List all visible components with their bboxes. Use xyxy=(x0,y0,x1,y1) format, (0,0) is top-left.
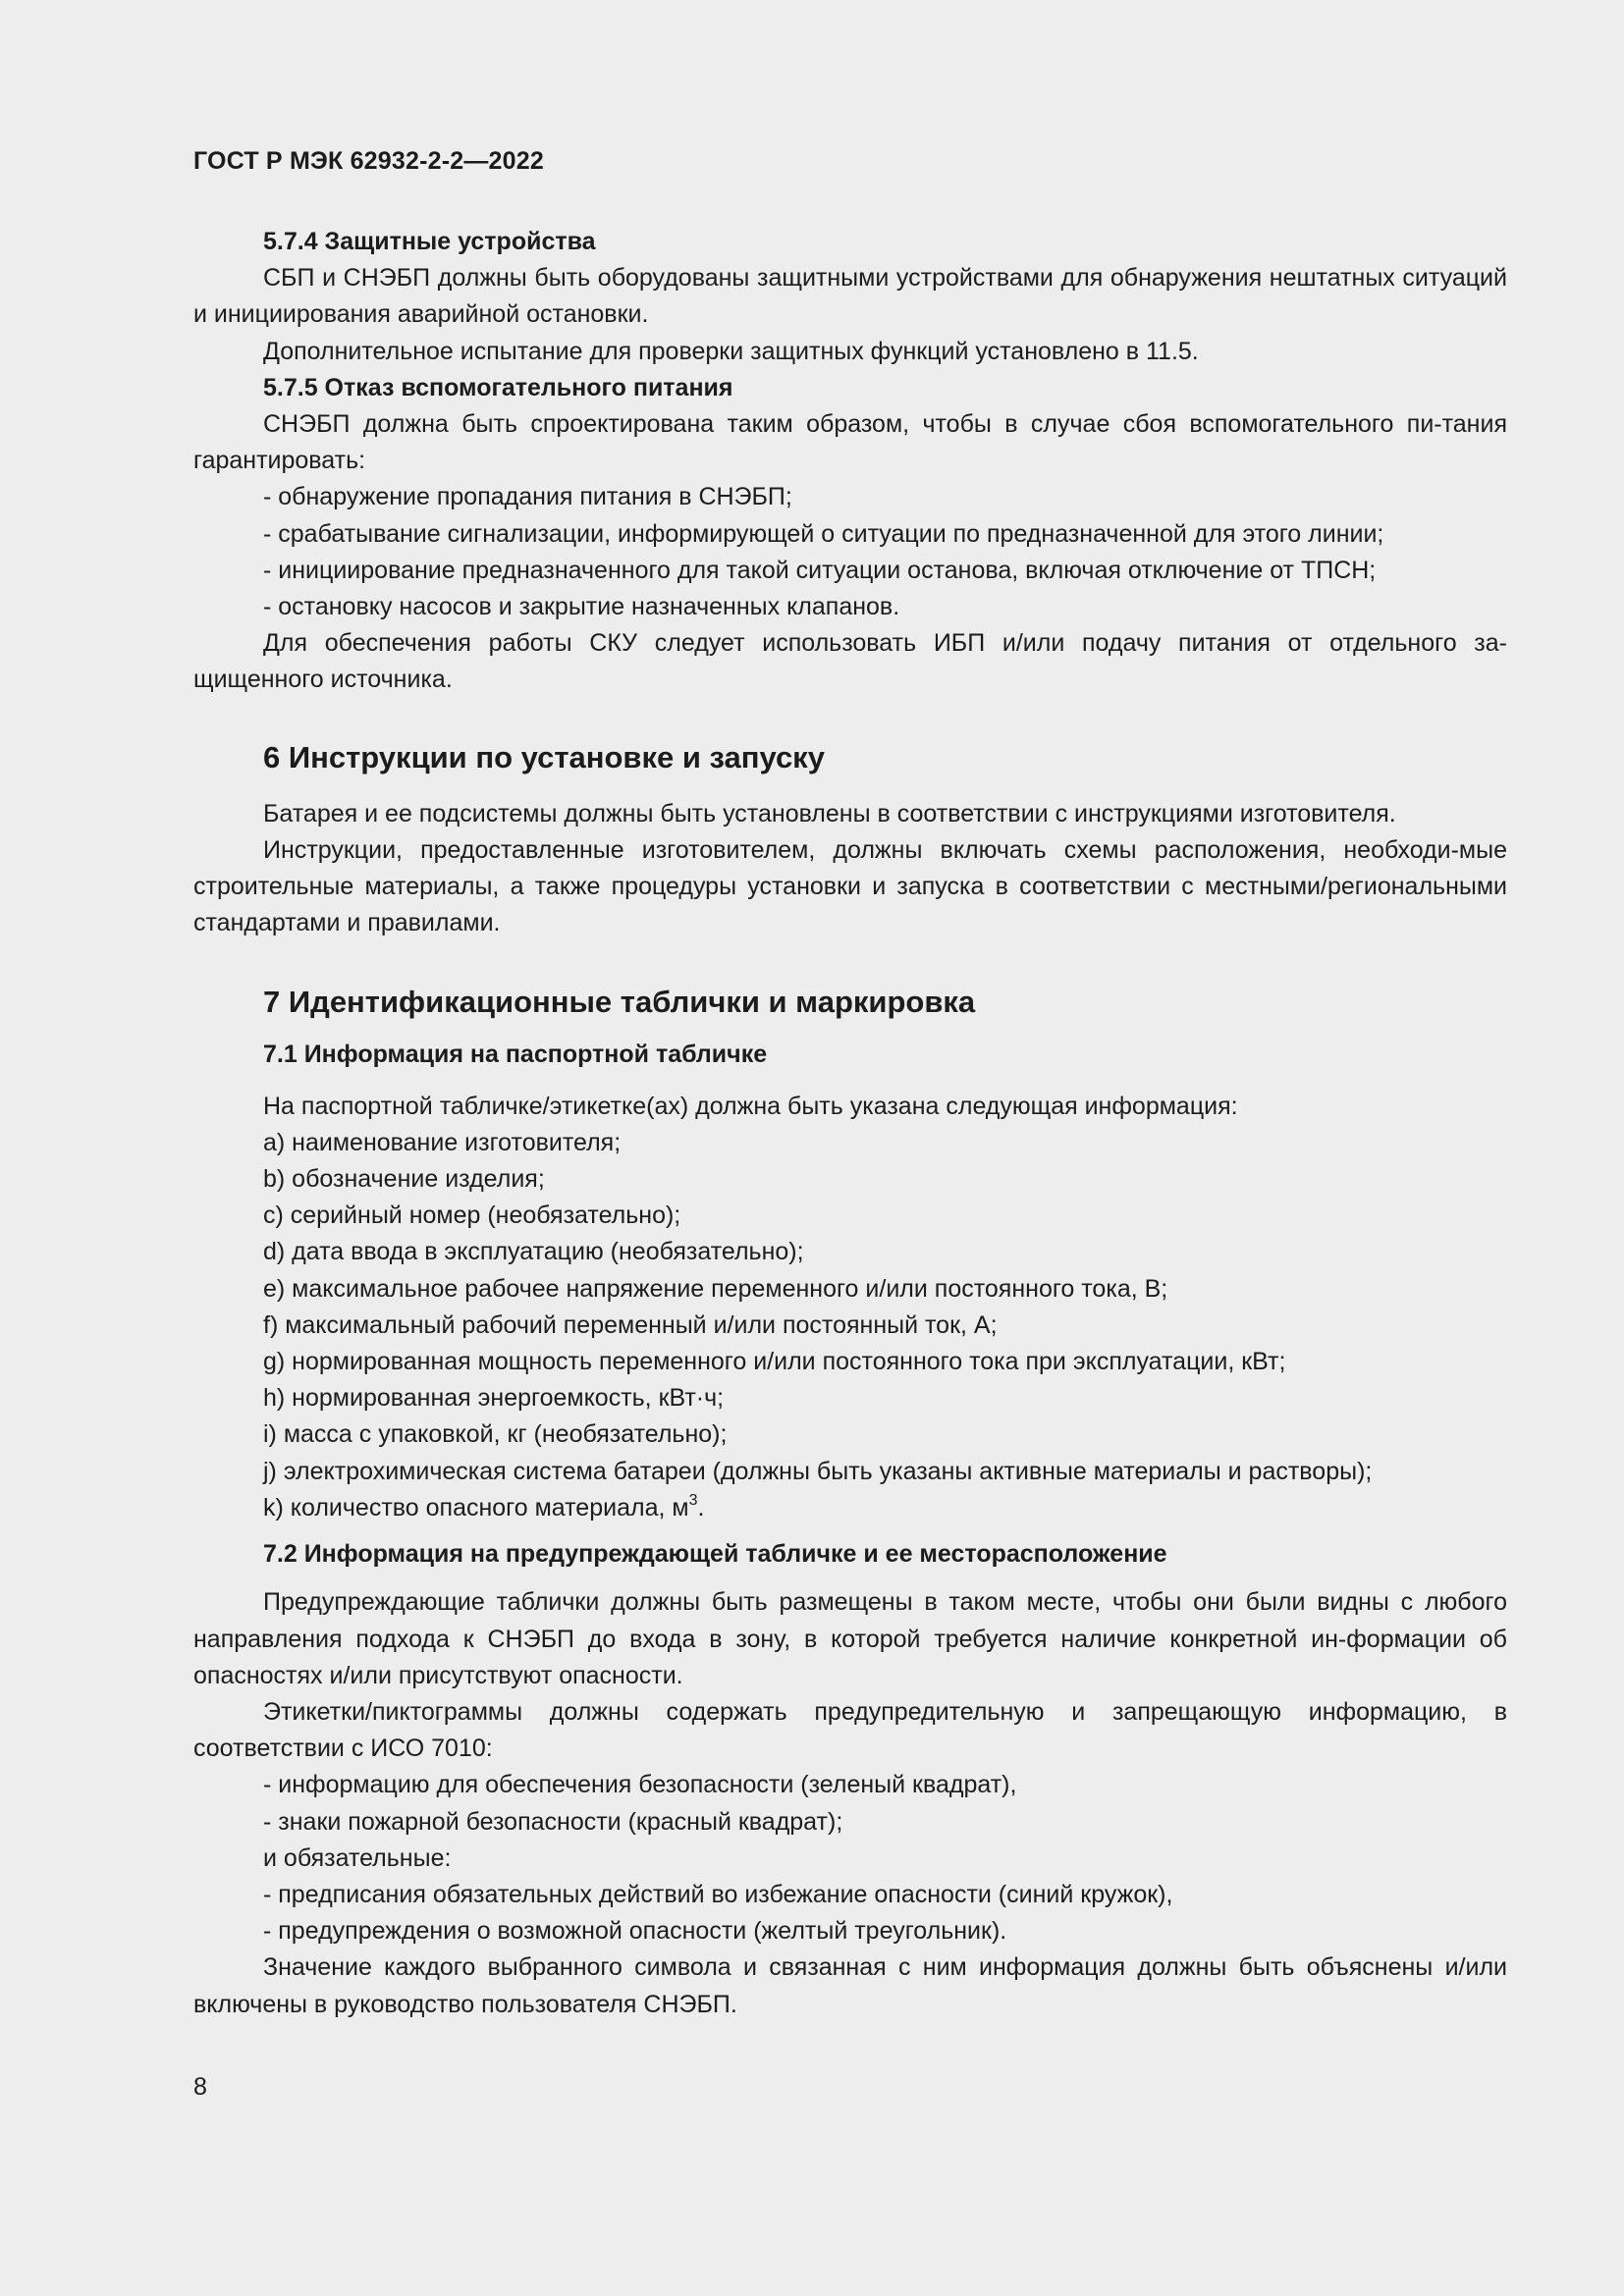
paragraph: Предупреждающие таблички должны быть размещены в таком месте, чтобы они были видны с любого направления подхода к СНЭБП до входа в зону, в которой требуется наличие конкретной ин-формации об опасностях и/или присутствуют опасности. xyxy=(193,1588,1507,1689)
document-body xyxy=(193,224,1507,2023)
list-item: - срабатывание сигнализации, информирующей о ситуации по предназначенной для этого линии; xyxy=(263,519,1384,548)
subsection-title-7-2: 7.2 Информация на предупреждающей табличке и ее месторасположение xyxy=(263,1540,1167,1569)
list-item: - остановку насосов и закрытие назначенных клапанов. xyxy=(263,593,900,621)
list-item: - знаки пожарной безопасности (красный квадрат); xyxy=(263,1807,843,1836)
list-item: - предупреждения о возможной опасности (желтый треугольник). xyxy=(263,1917,1007,1946)
list-item-text: k) количество опасного материала, м xyxy=(263,1493,689,1522)
paragraph: Батарея и ее подсистемы должны быть установлены в соответствии с инструкциями изготовителя. xyxy=(263,799,1396,828)
subsection-title-7-1: 7.1 Информация на паспортной табличке xyxy=(263,1041,768,1069)
list-item: g) нормированная мощность переменного и/или постоянного тока при эксплуатации, кВт; xyxy=(263,1348,1286,1376)
list-item: e) максимальное рабочее напряжение переменного и/или постоянного тока, В; xyxy=(263,1274,1168,1303)
list-item: a) наименование изготовителя; xyxy=(263,1128,622,1156)
list-item: h) нормированная энергоемкость, кВт·ч; xyxy=(263,1384,725,1413)
list-item: d) дата ввода в эксплуатацию (необязательно); xyxy=(263,1238,804,1266)
list-item: f) максимальный рабочий переменный и/или постоянный ток, А; xyxy=(263,1310,998,1339)
list-item: j) электрохимическая система батареи (должны быть указаны активные материалы и растворы); xyxy=(263,1457,1373,1485)
document-header: ГОСТ Р МЭК 62932-2-2—2022 xyxy=(193,147,544,175)
paragraph: СБП и СНЭБП должны быть оборудованы защитными устройствами для обнаружения нештатных ситуаций и инициирования аварийной остановки. xyxy=(193,264,1507,329)
paragraph: На паспортной табличке/этикетке(ах) должна быть указана следующая информация: xyxy=(263,1092,1238,1120)
list-item: c) серийный номер (необязательно); xyxy=(263,1201,681,1230)
paragraph: Для обеспечения работы СКУ следует использовать ИБП и/или подачу питания от отдельного за-щищенного источника. xyxy=(193,629,1507,694)
list-item: b) обозначение изделия; xyxy=(263,1165,545,1194)
superscript: 3 xyxy=(688,1491,698,1509)
subsection-title-5-7-5: 5.7.5 Отказ вспомогательного питания xyxy=(263,373,733,401)
list-item xyxy=(193,1490,1507,1526)
paragraph: Дополнительное испытание для проверки защитных функций установлено в 11.5. xyxy=(263,337,1199,365)
list-item: - информацию для обеспечения безопасности (зеленый квадрат), xyxy=(263,1771,1017,1799)
section-title-7: 7 Идентификационные таблички и маркировка xyxy=(263,985,976,1020)
subsection-title-5-7-4: 5.7.4 Защитные устройства xyxy=(263,228,596,255)
page-number: 8 xyxy=(193,2073,207,2101)
list-item-end: . xyxy=(697,1493,705,1522)
list-item: и обязательные: xyxy=(263,1843,452,1872)
section-title-6: 6 Инструкции по установке и запуску xyxy=(263,739,825,774)
list-item: - обнаружение пропадания питания в СНЭБП; xyxy=(263,483,792,511)
list-item: - инициирование предназначенного для такой ситуации останова, включая отключение от ТПСН; xyxy=(263,556,1377,584)
paragraph: Значение каждого выбранного символа и связанная с ним информация должны быть объяснены и/или включены в руководство пользователя СНЭБП. xyxy=(193,1953,1507,2018)
list-item: - предписания обязательных действий во избежание опасности (синий кружок), xyxy=(263,1880,1173,1908)
list-item: i) масса с упаковкой, кг (необязательно); xyxy=(263,1420,728,1449)
paragraph: Инструкции, предоставленные изготовителем, должны включать схемы расположения, необходи-мые строительные материалы, а также процедуры установки и запуска в соответствии с местными/региональными стандартами и правилами. xyxy=(193,835,1507,937)
paragraph: Этикетки/пиктограммы должны содержать предупредительную и запрещающую информацию, в соответствии с ИСО 7010: xyxy=(193,1697,1507,1763)
paragraph: СНЭБП должна быть спроектирована таким образом, чтобы в случае сбоя вспомогательного пи-тания гарантировать: xyxy=(193,410,1507,475)
